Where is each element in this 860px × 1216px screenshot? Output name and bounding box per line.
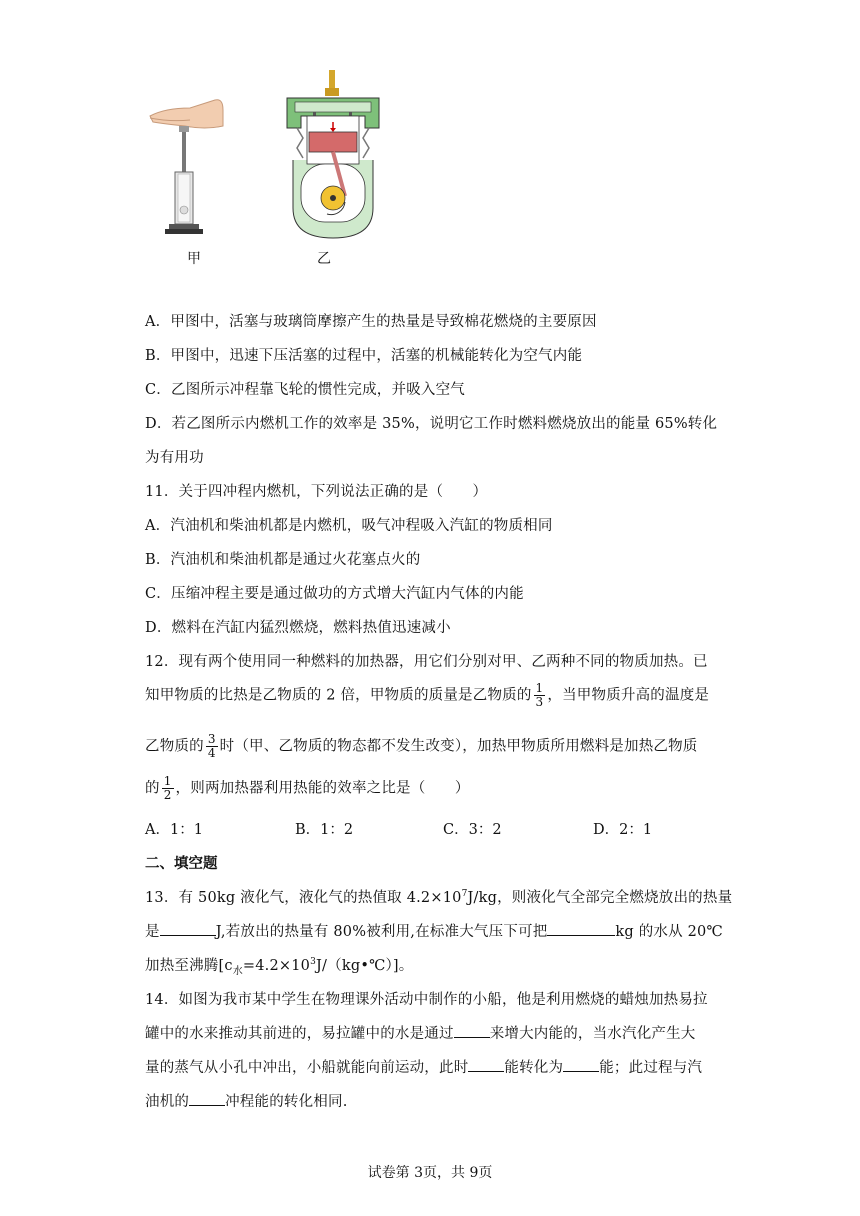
q12-line2 <box>145 682 709 709</box>
q13-line2-text-b: J,若放出的热量有 80%被利用,在标准大气压下可把 <box>215 924 548 940</box>
q10-option-c: C．乙图所示冲程靠飞轮的惯性完成，并吸入空气 <box>145 382 465 398</box>
q11-option-c: C．压缩冲程主要是通过做功的方式增大汽缸内气体的内能 <box>145 586 524 602</box>
q10-option-d-line1: D．若乙图所示内燃机工作的效率是 35%，说明它工作时燃料燃烧放出的能量 65%转化 <box>145 416 718 432</box>
q12-line2-text-a: 知甲物质的比热是乙物质的 2 倍，甲物质的质量是乙物质的 <box>145 687 532 704</box>
q12-line2-text-b: ，当甲物质升高的温度是 <box>547 687 710 704</box>
q14-line2 <box>145 1022 696 1043</box>
q12-line4-text-b: ，则两加热器利用热能的效率之比是（ ） <box>175 780 470 797</box>
q12-option-b: B．1：2 <box>295 822 354 838</box>
q12-line3-text-a: 乙物质的 <box>145 738 204 755</box>
q14-line3-text-a: 量的蒸气从小孔中冲出，小船就能向前运动，此时 <box>145 1060 469 1076</box>
q13-line2-text-c: kg 的水从 20℃ <box>615 924 723 940</box>
q13-line1 <box>145 886 732 907</box>
q13-exponent-3: 3 <box>310 957 317 968</box>
q14-line2-text-a: 罐中的水来推动其前进的，易拉罐中的水是通过 <box>145 1026 454 1042</box>
q12-fraction-three-quarters: $\frac{3}{4}$ <box>207 732 216 760</box>
q14-line3-text-b: 能转化为 <box>504 1060 564 1076</box>
q13-blank-heat[interactable] <box>160 921 216 936</box>
q12-line1: 12．现有两个使用同一种燃料的加热器，用它们分别对甲、乙两种不同的物质加热。已 <box>145 654 708 670</box>
q12-fraction-one-half: $\frac{1}{2}$ <box>163 774 172 802</box>
q10-option-d-line2: 为有用功 <box>145 450 204 466</box>
q12-option-c: C．3：2 <box>443 822 502 838</box>
q14-line4-text-b: 冲程能的转化相同. <box>225 1094 348 1110</box>
q14-blank-energy-to[interactable] <box>563 1057 599 1072</box>
q12-line4 <box>145 775 470 802</box>
figure-jia-compression-tube <box>145 78 225 240</box>
q13-line1-text-b: J/kg，则液化气全部完全燃烧放出的热量 <box>467 890 733 906</box>
figure-jia-caption: 甲 <box>187 251 201 267</box>
q14-blank-energy-from[interactable] <box>468 1057 504 1072</box>
q11-stem: 11．关于四冲程内燃机，下列说法正确的是（ ） <box>145 484 488 500</box>
section-fill-in-blanks-heading: 二、填空题 <box>145 855 218 872</box>
q13-line3-text-c: J/（kg•℃）]。 <box>316 958 414 974</box>
q13-exponent-7: 7 <box>461 889 468 900</box>
q14-line3-text-c: 能；此过程与汽 <box>599 1060 703 1076</box>
q12-line3-text-b: 时（甲、乙物质的物态都不发生改变），加热甲物质所用燃料是加热乙物质 <box>219 738 698 755</box>
page-footer: 试卷第 3页，共 9页 <box>367 1165 493 1181</box>
q13-blank-mass[interactable] <box>547 921 615 936</box>
q13-line3-text-a: 加热至沸腾[c <box>145 958 233 974</box>
q14-line3 <box>145 1056 702 1077</box>
q13-line3-text-b: =4.2×10 <box>242 958 311 974</box>
q11-option-d: D．燃料在汽缸内猛烈燃烧，燃料热值迅速减小 <box>145 620 451 636</box>
q13-line2 <box>145 920 723 941</box>
figure-yi-caption: 乙 <box>317 251 331 267</box>
q11-option-b: B．汽油机和柴油机都是通过火花塞点火的 <box>145 552 421 568</box>
q11-option-a: A．汽油机和柴油机都是内燃机，吸气冲程吸入汽缸的物质相同 <box>145 518 553 534</box>
q12-line3 <box>145 733 698 760</box>
q14-blank-stroke[interactable] <box>189 1091 225 1106</box>
q14-line4-text-a: 油机的 <box>145 1094 190 1110</box>
q13-line2-text-a: 是 <box>145 924 160 940</box>
q13-line3 <box>145 954 414 977</box>
q14-line2-text-b: 来增大内能的，当水汽化产生大 <box>489 1026 696 1042</box>
q10-option-a: A．甲图中，活塞与玻璃筒摩擦产生的热量是导致棉花燃烧的主要原因 <box>145 314 597 330</box>
q10-option-b: B．甲图中，迅速下压活塞的过程中，活塞的机械能转化为空气内能 <box>145 348 583 364</box>
q14-line4 <box>145 1090 348 1111</box>
figure-yi-engine-diagram <box>283 68 383 240</box>
q14-blank-method[interactable] <box>454 1023 490 1038</box>
q14-line1: 14．如图为我市某中学生在物理课外活动中制作的小船，他是利用燃烧的蜡烛加热易拉 <box>145 992 708 1008</box>
q13-subscript-water: 水 <box>232 965 243 977</box>
q12-line4-text-a: 的 <box>145 780 160 797</box>
q13-line1-text-a: 13．有 50kg 液化气，液化气的热值取 4.2×10 <box>145 890 462 906</box>
q12-fraction-one-third: $\frac{1}{3}$ <box>535 681 544 709</box>
q12-option-a: A．1：1 <box>145 822 203 838</box>
q12-option-d: D．2：1 <box>593 822 653 838</box>
